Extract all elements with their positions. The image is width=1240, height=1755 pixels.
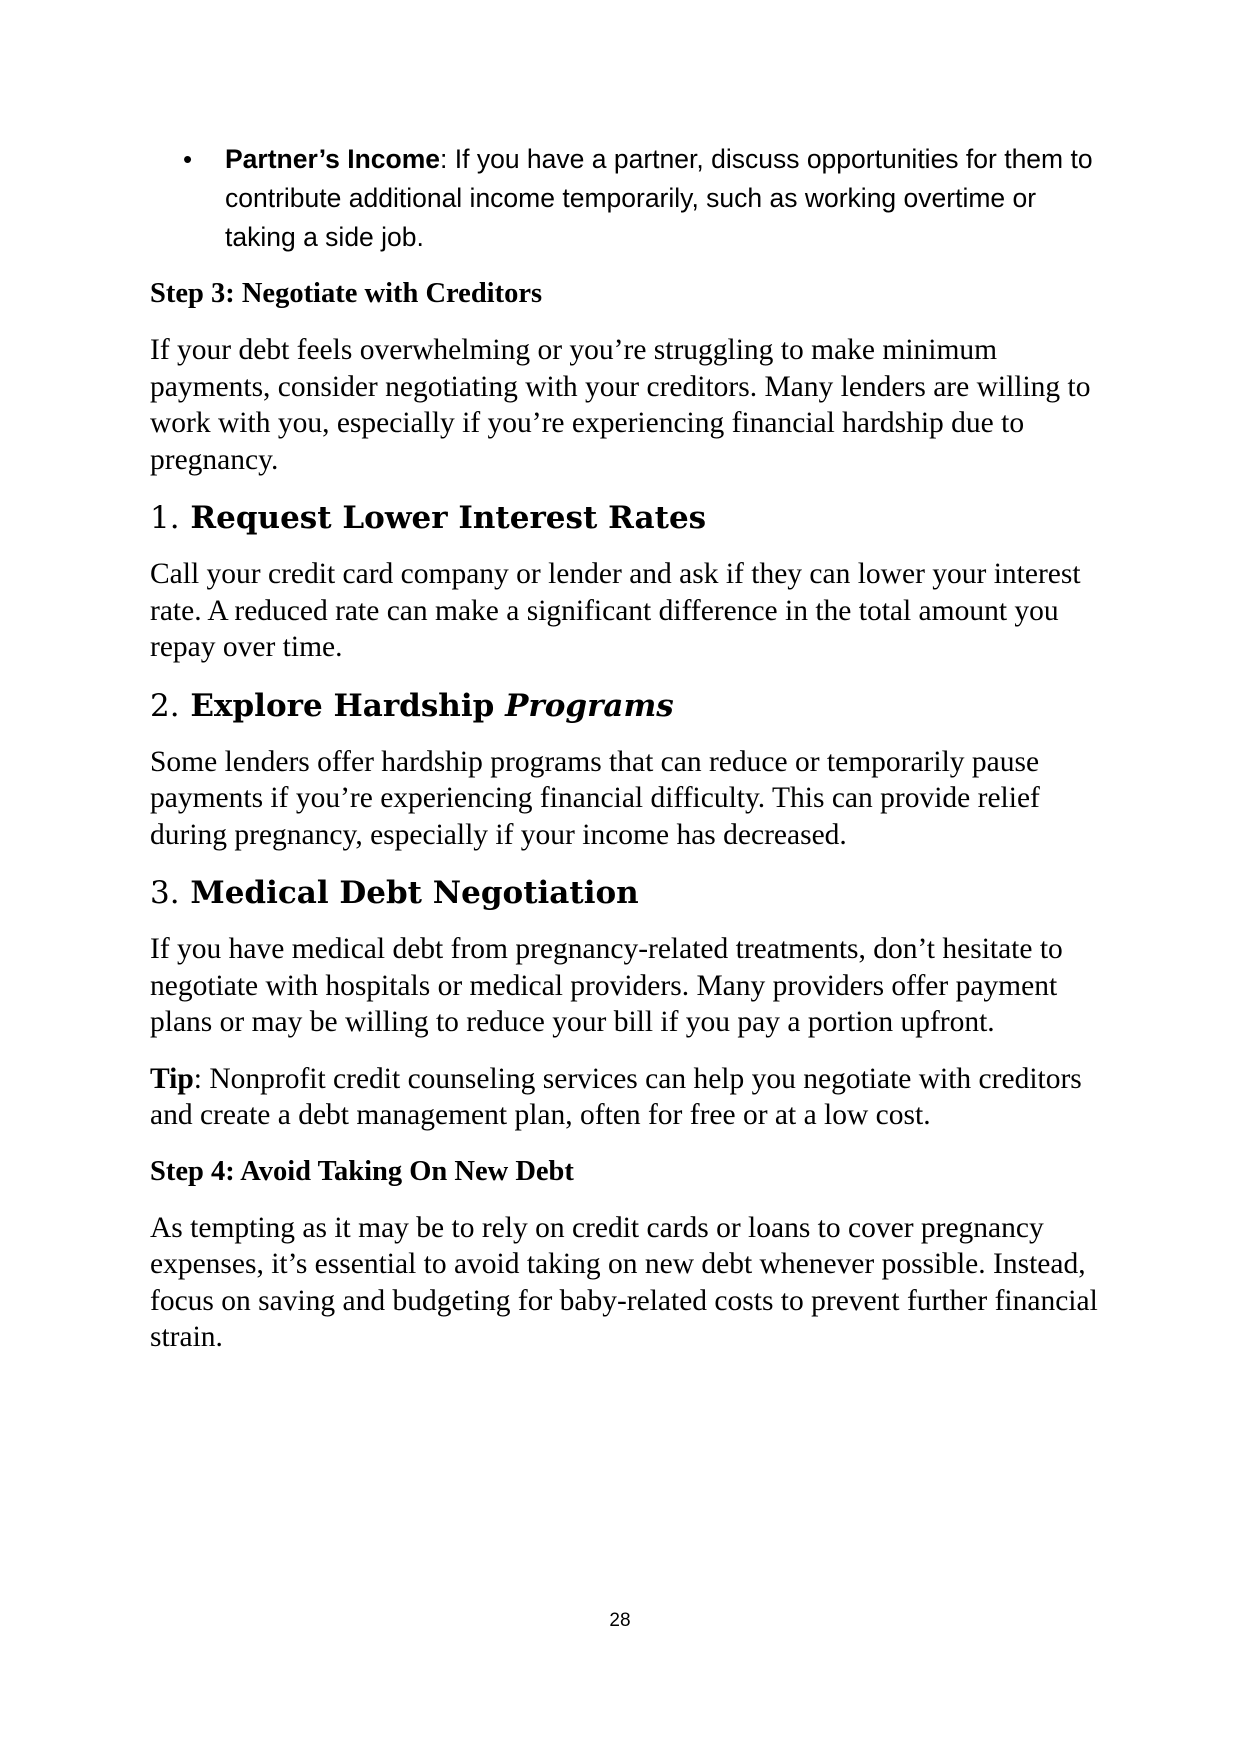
tip-paragraph xyxy=(150,1061,1110,1134)
step3-heading: Step 3: Negotiate with Creditors xyxy=(150,278,543,309)
item1-number: 1. xyxy=(150,500,180,536)
item1-heading xyxy=(150,498,1110,538)
item2-number: 2. xyxy=(150,687,180,724)
item3-number: 3. xyxy=(150,875,180,911)
item2-title-italic: Programs xyxy=(505,687,674,724)
item2-text: Some lenders offer hardship programs that can reduce or temporarily pause payments if you’re experiencing financial difficulty. This can provide relief during pregnancy, especially if your income has decreased. xyxy=(150,745,1040,851)
bullet-text: : If you have a partner, discuss opportunities for them to contribute additional income temporarily, such as working overtime or taking a side job. xyxy=(225,144,1093,252)
bullet-term: Partner’s Income xyxy=(225,144,441,174)
step4-text: As tempting as it may be to rely on credit cards or loans to cover pregnancy expenses, it’s essential to avoid taking on new debt whenever possible. Instead, focus on saving and budgeting for baby-related costs to prevent further financial strain. xyxy=(150,1211,1098,1353)
step4-heading: Step 4: Avoid Taking On New Debt xyxy=(150,1155,574,1187)
item2-title: Explore Hardship xyxy=(190,687,495,724)
item1-title: Request Lower Interest Rates xyxy=(190,500,707,536)
item2-heading xyxy=(150,686,1110,726)
bullet-icon: • xyxy=(183,144,193,174)
document-page xyxy=(150,140,1110,1356)
item3-title: Medical Debt Negotiation xyxy=(190,875,639,911)
step3-intro: If your debt feels overwhelming or you’re struggling to make minimum payments, consider negotiating with your creditors. Many lenders are willing to work with you, especially if you’re experiencing financial hardship due to pregnancy. xyxy=(150,334,1091,476)
page-number: 28 xyxy=(609,1610,631,1631)
bullet-item-partners-income xyxy=(150,140,1110,257)
item3-heading xyxy=(150,873,1110,913)
tip-text: : Nonprofit credit counseling services can help you negotiate with creditors and create a debt management plan, often for free or at a low cost. xyxy=(150,1062,1082,1131)
item1-text: Call your credit card company or lender and ask if they can lower your interest rate. A reduced rate can make a significant difference in the total amount you repay over time. xyxy=(150,558,1081,663)
tip-label: Tip xyxy=(150,1062,194,1095)
item3-text: If you have medical debt from pregnancy-related treatments, don’t hesitate to negotiate with hospitals or medical providers. Many providers offer payment plans or may be willing to reduce your bill if you pay a portion upfront. xyxy=(150,933,1063,1038)
